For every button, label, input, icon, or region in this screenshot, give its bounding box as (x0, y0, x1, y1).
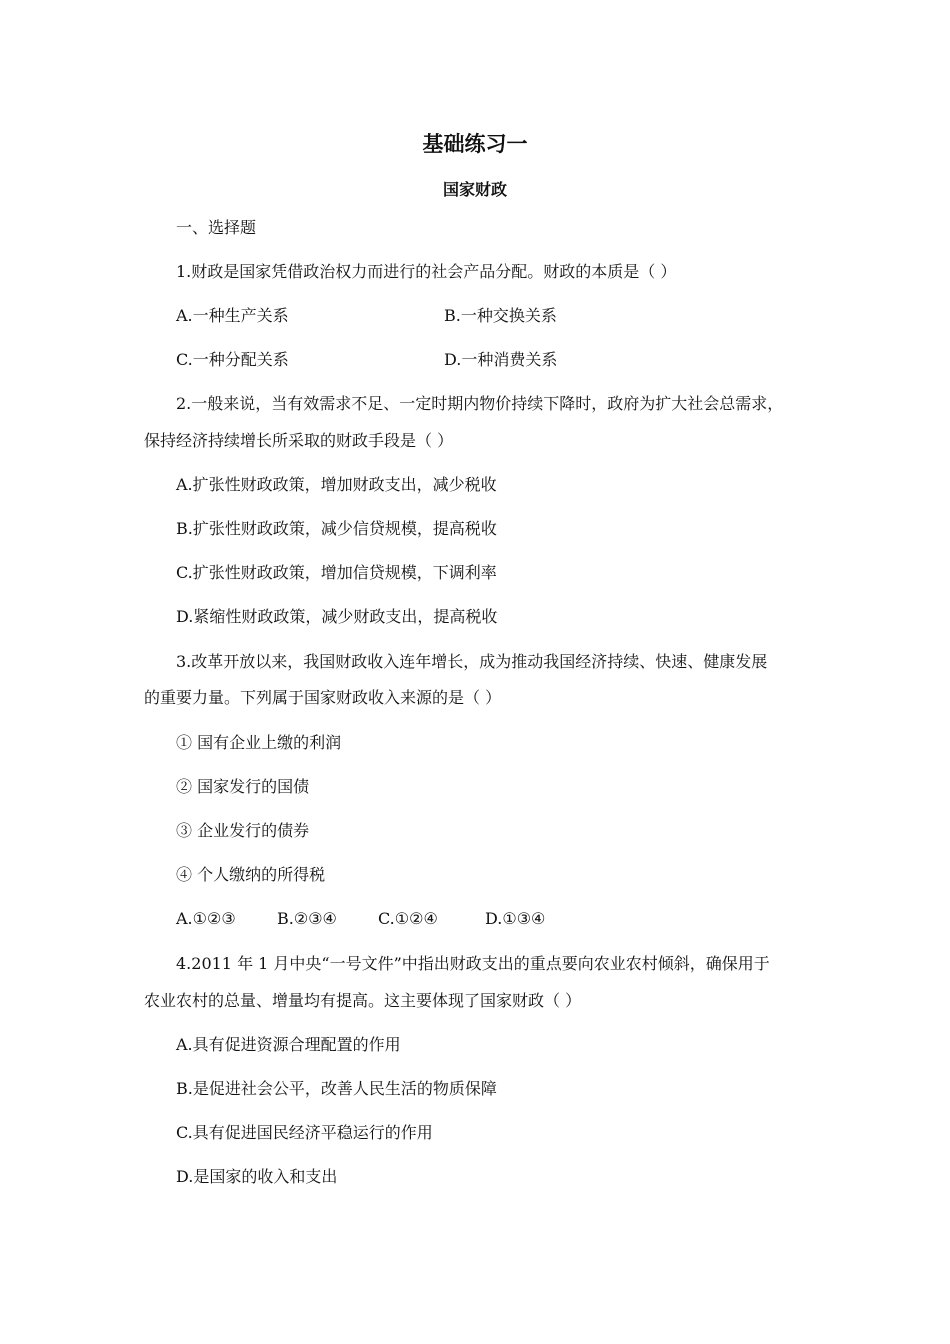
q2-option-a: A.扩张性财政政策，增加财政支出，减少税收 (176, 475, 497, 494)
page-subtitle: 国家财政 (442, 180, 507, 199)
q4-option-d: D.是国家的收入和支出 (176, 1167, 338, 1186)
q2-stem-line2: 保持经济持续增长所采取的财政手段是（ ） (144, 431, 454, 450)
q2-option-c: C.扩张性财政政策，增加信贷规模，下调利率 (176, 563, 497, 582)
q3-item-3: ③ 企业发行的债券 (176, 821, 310, 840)
q4-option-c: C.具有促进国民经济平稳运行的作用 (176, 1123, 433, 1142)
q3-item-1: ① 国有企业上缴的利润 (176, 733, 342, 752)
q2-option-b: B.扩张性财政政策，减少信贷规模，提高税收 (176, 519, 497, 538)
q1-option-c: C.一种分配关系 (176, 350, 289, 369)
q1-stem: 1.财政是国家凭借政治权力而进行的社会产品分配。财政的本质是（ ） (176, 262, 677, 281)
q3-option-c: C.①②④ (378, 909, 438, 928)
page-title: 基础练习一 (422, 132, 528, 156)
q3-item-2: ② 国家发行的国债 (176, 777, 310, 796)
q4-option-b: B.是促进社会公平，改善人民生活的物质保障 (176, 1079, 497, 1098)
q2-option-d: D.紧缩性财政政策，减少财政支出，提高税收 (176, 607, 498, 626)
q2-stem-line1: 2.一般来说，当有效需求不足、一定时期内物价持续下降时，政府为扩大社会总需求， (176, 394, 784, 413)
q1-option-d: D.一种消费关系 (444, 350, 558, 369)
q3-item-4: ④ 个人缴纳的所得税 (176, 865, 326, 884)
q3-option-d: D.①③④ (485, 909, 546, 928)
q1-option-a: A.一种生产关系 (176, 306, 289, 325)
q4-stem-line1: 4.2011 年 1 月中央“一号文件”中指出财政支出的重点要向农业农村倾斜，确保用于 (176, 954, 770, 973)
section-heading: 一、选择题 (176, 218, 257, 237)
q3-option-b: B.②③④ (277, 909, 337, 928)
q1-option-b: B.一种交换关系 (444, 306, 557, 325)
q4-option-a: A.具有促进资源合理配置的作用 (176, 1035, 401, 1054)
q3-option-a: A.①②③ (176, 909, 236, 928)
q3-stem-line2: 的重要力量。下列属于国家财政收入来源的是（ ） (144, 688, 502, 707)
q4-stem-line2: 农业农村的总量、增量均有提高。这主要体现了国家财政（ ） (144, 991, 582, 1010)
q3-stem-line1: 3.改革开放以来，我国财政收入连年增长，成为推动我国经济持续、快速、健康发展 (176, 652, 768, 671)
